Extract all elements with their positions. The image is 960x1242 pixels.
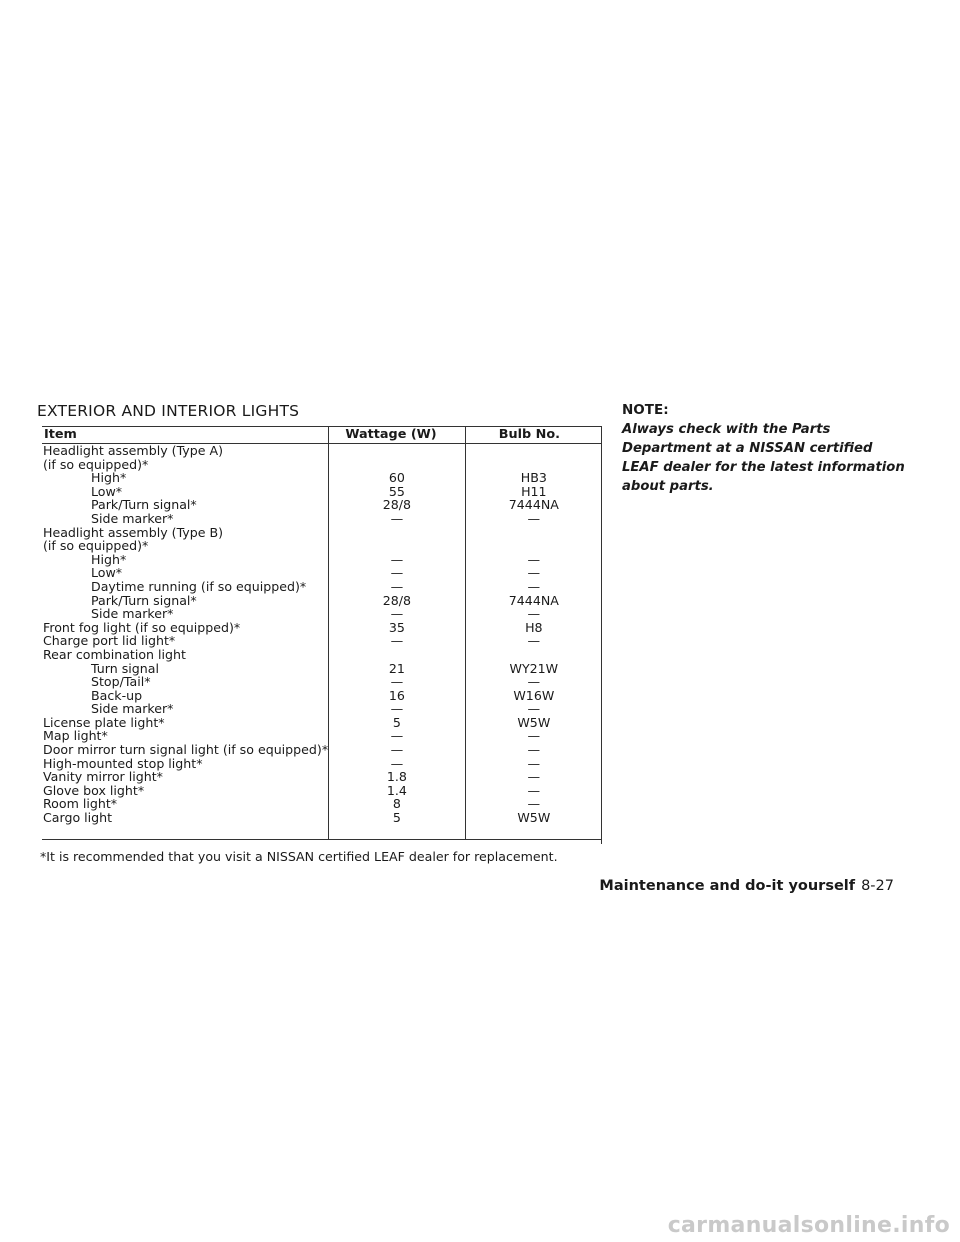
cell-wattage: — bbox=[329, 743, 466, 757]
note-body: Always check with the Parts Department at a NISSAN certified LEAF dealer for the latest information about parts. bbox=[622, 422, 905, 494]
cell-item: Back-up bbox=[91, 687, 143, 703]
cell-wattage: 16 bbox=[329, 689, 466, 703]
cell-item: Map light* bbox=[43, 728, 108, 744]
cell-item: Charge port lid light* bbox=[43, 633, 176, 649]
cell-item: License plate light* bbox=[43, 714, 165, 730]
cell-item: (if so equipped)* bbox=[43, 456, 149, 472]
cell-wattage: — bbox=[329, 580, 466, 594]
table-row bbox=[42, 485, 602, 499]
cell-bulb-no: — bbox=[465, 580, 602, 594]
cell-item: Room light* bbox=[43, 796, 118, 812]
table-row bbox=[42, 743, 602, 757]
table-row bbox=[42, 607, 602, 621]
cell-wattage: — bbox=[329, 675, 466, 689]
cell-bulb-no: — bbox=[465, 553, 602, 567]
cell-item: Park/Turn signal* bbox=[91, 497, 197, 513]
table-row bbox=[42, 675, 602, 689]
cell-bulb-no: — bbox=[465, 743, 602, 757]
cell-wattage: — bbox=[329, 757, 466, 771]
cell-bulb-no: — bbox=[465, 675, 602, 689]
cell-wattage: — bbox=[329, 634, 466, 648]
table-row bbox=[42, 580, 602, 594]
cell-wattage: 28/8 bbox=[329, 498, 466, 512]
table-row bbox=[42, 566, 602, 580]
page-footer bbox=[599, 878, 894, 894]
cell-bulb-no bbox=[465, 648, 602, 662]
cell-item: Daytime running (if so equipped)* bbox=[91, 578, 307, 594]
cell-bulb-no: — bbox=[465, 566, 602, 580]
cell-bulb-no: HB3 bbox=[465, 471, 602, 485]
table-row bbox=[42, 702, 602, 716]
cell-bulb-no: — bbox=[465, 634, 602, 648]
cell-item: Stop/Tail* bbox=[91, 674, 151, 690]
header-bulb-no: Bulb No. bbox=[465, 427, 602, 444]
cell-wattage: 5 bbox=[329, 716, 466, 730]
cell-wattage: — bbox=[329, 566, 466, 580]
cell-bulb-no bbox=[465, 526, 602, 540]
cell-item: Side marker* bbox=[91, 701, 174, 717]
table-row bbox=[42, 716, 602, 730]
cell-wattage: — bbox=[329, 607, 466, 621]
table-row bbox=[42, 811, 602, 839]
cell-bulb-no bbox=[465, 458, 602, 472]
cell-item: Low* bbox=[91, 483, 123, 499]
cell-wattage bbox=[329, 444, 466, 458]
table-row bbox=[42, 621, 602, 635]
footnote: *It is recommended that you visit a NISSAN certified LEAF dealer for replacement. bbox=[40, 849, 558, 864]
cell-item: Glove box light* bbox=[43, 782, 145, 798]
table-row bbox=[42, 729, 602, 743]
cell-wattage: 55 bbox=[329, 485, 466, 499]
cell-bulb-no bbox=[465, 539, 602, 553]
cell-wattage: 21 bbox=[329, 662, 466, 676]
cell-wattage: — bbox=[329, 553, 466, 567]
cell-item: Side marker* bbox=[91, 606, 174, 622]
table-row bbox=[42, 770, 602, 784]
cell-wattage: 1.8 bbox=[329, 770, 466, 784]
cell-item: Turn signal bbox=[91, 660, 159, 676]
cell-bulb-no: — bbox=[465, 607, 602, 621]
footer-section-title: Maintenance and do-it yourself bbox=[599, 878, 856, 894]
cell-bulb-no: H11 bbox=[465, 485, 602, 499]
cell-item: Door mirror turn signal light (if so equipped)* bbox=[43, 742, 329, 758]
cell-bulb-no: — bbox=[465, 729, 602, 743]
table-row bbox=[42, 553, 602, 567]
watermark[interactable]: carmanualsonline.info bbox=[667, 1213, 950, 1238]
table-row bbox=[42, 689, 602, 703]
exterior-interior-lights-table bbox=[42, 426, 602, 840]
section-title: EXTERIOR AND INTERIOR LIGHTS bbox=[37, 402, 300, 420]
table-row bbox=[42, 797, 602, 811]
cell-item: Park/Turn signal* bbox=[91, 592, 197, 608]
cell-item: Low* bbox=[91, 565, 123, 581]
cell-bulb-no: W16W bbox=[465, 689, 602, 703]
cell-item: Cargo light bbox=[42, 811, 329, 839]
cell-item: High* bbox=[91, 470, 127, 486]
header-item: Item bbox=[42, 427, 329, 444]
table-header-row bbox=[42, 427, 602, 444]
cell-bulb-no: — bbox=[465, 757, 602, 771]
cell-wattage: 5 bbox=[329, 811, 466, 839]
header-wattage: Wattage (W) bbox=[329, 427, 466, 444]
table-body bbox=[42, 444, 602, 840]
cell-item: Headlight assembly (Type B) bbox=[43, 524, 224, 540]
cell-wattage bbox=[329, 539, 466, 553]
table-row bbox=[42, 526, 602, 540]
cell-item: High-mounted stop light* bbox=[43, 755, 203, 771]
table-row bbox=[42, 784, 602, 798]
cell-bulb-no: H8 bbox=[465, 621, 602, 635]
cell-bulb-no: W5W bbox=[465, 811, 602, 839]
cell-bulb-no: — bbox=[465, 797, 602, 811]
cell-item: Rear combination light bbox=[43, 646, 186, 662]
cell-item: Front fog light (if so equipped)* bbox=[43, 619, 241, 635]
cell-bulb-no: — bbox=[465, 512, 602, 526]
note-title: NOTE: bbox=[622, 402, 669, 418]
cell-item: Side marker* bbox=[91, 510, 174, 526]
cell-item: (if so equipped)* bbox=[43, 538, 149, 554]
cell-item: Headlight assembly (Type A) bbox=[43, 443, 224, 458]
table-row bbox=[42, 662, 602, 676]
cell-wattage: 60 bbox=[329, 471, 466, 485]
table-row bbox=[42, 539, 602, 553]
table-row bbox=[42, 458, 602, 472]
cell-item: High* bbox=[91, 551, 127, 567]
cell-bulb-no bbox=[465, 444, 602, 458]
table-row bbox=[42, 648, 602, 662]
cell-wattage: — bbox=[329, 512, 466, 526]
cell-bulb-no: — bbox=[465, 770, 602, 784]
cell-wattage bbox=[329, 648, 466, 662]
cell-wattage: — bbox=[329, 702, 466, 716]
cell-item: Vanity mirror light* bbox=[43, 769, 163, 785]
cell-wattage: 1.4 bbox=[329, 784, 466, 798]
cell-wattage: 28/8 bbox=[329, 594, 466, 608]
cell-bulb-no: — bbox=[465, 702, 602, 716]
cell-wattage bbox=[329, 458, 466, 472]
table-row bbox=[42, 512, 602, 526]
table-row bbox=[42, 594, 602, 608]
page-number: 8-27 bbox=[861, 878, 894, 894]
table-row bbox=[42, 444, 602, 458]
cell-wattage bbox=[329, 526, 466, 540]
cell-bulb-no: 7444NA bbox=[465, 594, 602, 608]
cell-bulb-no: WY21W bbox=[465, 662, 602, 676]
table-row bbox=[42, 634, 602, 648]
table-row bbox=[42, 757, 602, 771]
table-row bbox=[42, 471, 602, 485]
cell-wattage: — bbox=[329, 729, 466, 743]
cell-bulb-no: W5W bbox=[465, 716, 602, 730]
table-row bbox=[42, 498, 602, 512]
cell-wattage: 35 bbox=[329, 621, 466, 635]
cell-bulb-no: 7444NA bbox=[465, 498, 602, 512]
cell-wattage: 8 bbox=[329, 797, 466, 811]
cell-bulb-no: — bbox=[465, 784, 602, 798]
